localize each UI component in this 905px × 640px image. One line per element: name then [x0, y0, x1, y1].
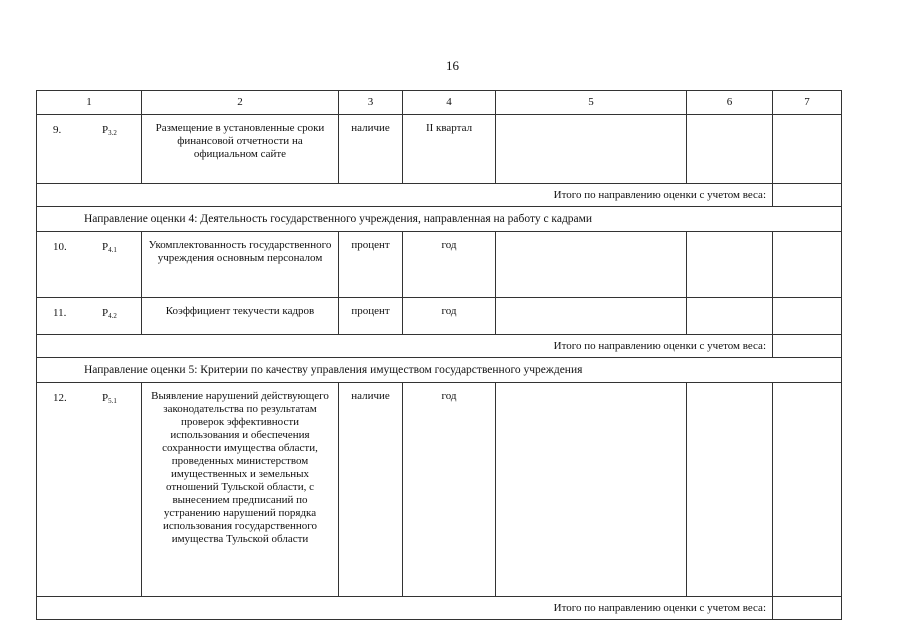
table-row — [37, 383, 842, 597]
empty-cell — [496, 298, 687, 335]
empty-cell — [773, 298, 842, 335]
row-number: 10. — [53, 241, 67, 253]
row-number: 9. — [53, 124, 62, 136]
indicator-unit: наличие — [339, 115, 403, 184]
indicator-unit: процент — [339, 232, 403, 298]
total-value-cell — [773, 597, 842, 620]
indicator-code: $P_{5.1}$ — [102, 392, 117, 405]
total-row — [37, 184, 842, 207]
total-value-cell — [773, 335, 842, 358]
section-title: Направление оценки 4: Деятельность государственного учреждения, направленная на работу с кадрами — [37, 207, 842, 232]
column-header: 4 — [403, 91, 496, 115]
indicator-name: Размещение в установленные сроки финансовой отчетности на официальном сайте — [142, 115, 339, 184]
empty-cell — [496, 115, 687, 184]
total-label: Итого по направлению оценки с учетом веса: — [37, 184, 773, 207]
header-row — [37, 91, 842, 115]
indicator-code: $P_{3.2}$ — [102, 124, 117, 137]
total-label: Итого по направлению оценки с учетом веса: — [37, 597, 773, 620]
total-row — [37, 335, 842, 358]
empty-cell — [773, 232, 842, 298]
row-number-cell — [37, 383, 142, 597]
indicator-period: год — [403, 298, 496, 335]
indicator-code: $P_{4.2}$ — [102, 307, 117, 320]
column-header: 3 — [339, 91, 403, 115]
column-header: 5 — [496, 91, 687, 115]
table-row — [37, 232, 842, 298]
empty-cell — [496, 383, 687, 597]
empty-cell — [687, 383, 773, 597]
section-title: Направление оценки 5: Критерии по качеству управления имуществом государственного учреждения — [37, 358, 842, 383]
indicator-name: Укомплектованность государственного учреждения основным персоналом — [142, 232, 339, 298]
indicator-period: год — [403, 232, 496, 298]
total-value-cell — [773, 184, 842, 207]
column-header: 2 — [142, 91, 339, 115]
page-number: 16 — [446, 58, 459, 73]
indicator-period: II квартал — [403, 115, 496, 184]
empty-cell — [687, 115, 773, 184]
total-row — [37, 597, 842, 620]
section-row — [37, 207, 842, 232]
total-label: Итого по направлению оценки с учетом веса: — [37, 335, 773, 358]
indicator-period: год — [403, 383, 496, 597]
empty-cell — [496, 232, 687, 298]
row-number: 11. — [53, 307, 67, 319]
evaluation-table — [36, 90, 842, 620]
row-number: 12. — [53, 392, 67, 404]
empty-cell — [773, 115, 842, 184]
column-header: 1 — [37, 91, 142, 115]
row-number-cell — [37, 298, 142, 335]
indicator-code: $P_{4.1}$ — [102, 241, 117, 254]
row-number-cell — [37, 115, 142, 184]
column-header: 7 — [773, 91, 842, 115]
row-number-cell — [37, 232, 142, 298]
indicator-unit: наличие — [339, 383, 403, 597]
empty-cell — [687, 298, 773, 335]
section-row — [37, 358, 842, 383]
table-row — [37, 298, 842, 335]
indicator-name: Выявление нарушений действующего законодательства по результатам проверок эффективности использования и обеспечения сохранности имущества области, проведенных министерством имущественных и земельных отношений Тульской области, с вынесением предписаний по устранению нарушений порядка использования государственного имущества Тульской области — [142, 383, 339, 597]
empty-cell — [687, 232, 773, 298]
empty-cell — [773, 383, 842, 597]
indicator-unit: процент — [339, 298, 403, 335]
indicator-name: Коэффициент текучести кадров — [142, 298, 339, 335]
column-header: 6 — [687, 91, 773, 115]
table-row — [37, 115, 842, 184]
